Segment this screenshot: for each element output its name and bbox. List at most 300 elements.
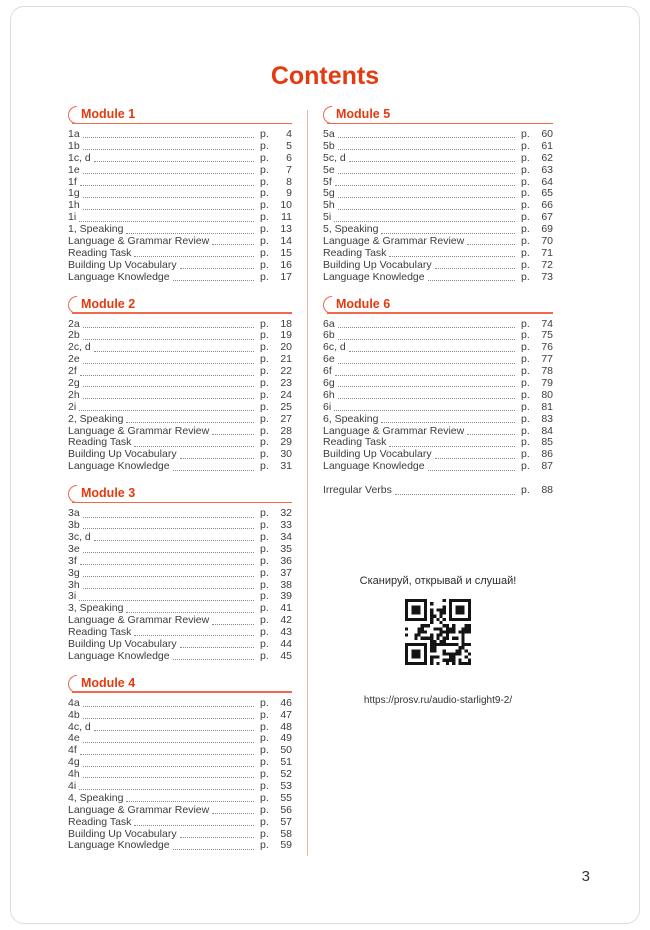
dot-leader xyxy=(435,458,515,459)
toc-entry-page: 58 xyxy=(280,827,292,840)
toc-entry-label: 4b xyxy=(68,708,80,721)
page-abbr: p. xyxy=(260,744,269,757)
toc-entry-label: 6g xyxy=(323,377,335,390)
toc-entry xyxy=(323,188,553,200)
module-header xyxy=(68,296,292,316)
scan-prompt: Сканируй, открывай и слушай! xyxy=(359,575,517,588)
page-abbr: p. xyxy=(260,554,269,567)
toc-entry-page: 22 xyxy=(280,365,292,378)
toc-entry-label: 6a xyxy=(323,317,335,330)
dot-leader xyxy=(338,149,515,150)
page-abbr: p. xyxy=(260,365,269,378)
dot-leader xyxy=(79,600,254,601)
entries-list xyxy=(323,129,553,284)
toc-entry-page: 23 xyxy=(280,377,292,390)
toc-entry-page: 56 xyxy=(280,803,292,816)
toc-entry-page: 70 xyxy=(541,235,553,248)
dot-leader xyxy=(389,256,515,257)
dot-leader xyxy=(173,659,254,660)
toc-entry-label: 6f xyxy=(323,365,332,378)
toc-entry-page: 8 xyxy=(286,175,292,188)
toc-entry xyxy=(68,840,292,852)
toc-entry xyxy=(68,757,292,769)
toc-entry-label: 2c, d xyxy=(68,341,91,354)
toc-entry-label: 4e xyxy=(68,732,80,745)
toc-entry-label: Building Up Vocabulary xyxy=(68,827,177,840)
toc-entry xyxy=(68,793,292,805)
page-abbr: p. xyxy=(260,128,269,140)
dot-leader xyxy=(180,647,254,648)
entries-list xyxy=(68,319,292,474)
toc-entry xyxy=(68,330,292,342)
toc-entry-label: Language Knowledge xyxy=(68,460,170,473)
toc-entry-label: Language Knowledge xyxy=(68,649,170,662)
entries-list xyxy=(68,698,292,853)
toc-entry xyxy=(68,414,292,426)
toc-entry-page: 43 xyxy=(280,626,292,639)
page-abbr: p. xyxy=(521,223,530,236)
toc-entry-page: 6 xyxy=(286,151,292,164)
toc-entry xyxy=(323,390,553,402)
toc-entry-page: 51 xyxy=(280,756,292,769)
module-header xyxy=(68,485,292,505)
dot-leader xyxy=(338,197,515,198)
toc-entry-label: 2i xyxy=(68,400,77,413)
dot-leader xyxy=(83,552,254,553)
toc-entry-page: 37 xyxy=(280,566,292,579)
dot-leader xyxy=(381,233,515,234)
dot-leader xyxy=(338,137,515,138)
toc-entry-page: 15 xyxy=(280,246,292,259)
toc-entry-page: 9 xyxy=(286,187,292,200)
page-abbr: p. xyxy=(260,211,269,224)
page-abbr: p. xyxy=(521,377,530,390)
left-column xyxy=(68,106,292,864)
toc-entry-page: 32 xyxy=(280,507,292,520)
toc-entry-page: 61 xyxy=(541,139,553,152)
toc-entry-page: 78 xyxy=(541,365,553,378)
toc-entry xyxy=(323,141,553,153)
toc-entry-label: 4h xyxy=(68,768,80,781)
toc-entry xyxy=(323,200,553,212)
toc-entry-label: 2g xyxy=(68,377,80,390)
page-abbr: p. xyxy=(260,720,269,733)
toc-entry-page: 39 xyxy=(280,590,292,603)
module-header xyxy=(323,296,553,316)
toc-entry-label: 4f xyxy=(68,744,77,757)
toc-entry-page: 41 xyxy=(280,602,292,615)
page-abbr: p. xyxy=(521,235,530,248)
module-section xyxy=(323,296,553,474)
module-section xyxy=(323,106,553,284)
page-abbr: p. xyxy=(260,626,269,639)
page-abbr: p. xyxy=(260,187,269,200)
page-abbr: p. xyxy=(521,460,530,473)
toc-entry xyxy=(68,698,292,710)
page-abbr: p. xyxy=(260,388,269,401)
toc-entry xyxy=(68,722,292,734)
toc-entry-page: 76 xyxy=(541,341,553,354)
dot-leader xyxy=(173,280,254,281)
toc-entry xyxy=(68,817,292,829)
dot-leader xyxy=(334,221,515,222)
page-abbr: p. xyxy=(521,436,530,449)
toc-entry-page: 85 xyxy=(541,436,553,449)
toc-entry-page: 52 xyxy=(280,768,292,781)
page-abbr: p. xyxy=(260,637,269,650)
module-underline xyxy=(327,123,553,125)
toc-entry xyxy=(68,141,292,153)
toc-entry-label: Building Up Vocabulary xyxy=(68,637,177,650)
page-abbr: p. xyxy=(260,768,269,781)
page-abbr: p. xyxy=(260,803,269,816)
toc-entry-label: Language & Grammar Review xyxy=(323,424,465,437)
toc-entry-page: 17 xyxy=(280,270,292,283)
toc-entry-label: 6c, d xyxy=(323,341,346,354)
toc-entry xyxy=(68,508,292,520)
toc-entry-label: 3e xyxy=(68,542,80,555)
module-header xyxy=(68,106,292,126)
toc-entry xyxy=(323,177,553,189)
toc-entry-label: 3a xyxy=(68,507,80,520)
dot-leader xyxy=(212,244,254,245)
toc-entry xyxy=(68,710,292,722)
module-underline xyxy=(72,312,292,314)
toc-entry-page: 59 xyxy=(280,839,292,852)
toc-entry-page: 45 xyxy=(280,649,292,662)
toc-entry-page: 27 xyxy=(280,412,292,425)
toc-entry xyxy=(68,153,292,165)
page-abbr: p. xyxy=(521,246,530,259)
dot-leader xyxy=(83,517,254,518)
page-abbr: p. xyxy=(260,708,269,721)
toc-entry xyxy=(68,188,292,200)
toc-entry-label: 5c, d xyxy=(323,151,346,164)
dot-leader xyxy=(94,161,254,162)
module-title: Module 4 xyxy=(81,675,136,690)
page-abbr: p. xyxy=(521,163,530,176)
toc-entry-label: 4a xyxy=(68,696,80,709)
toc-entry-page: 72 xyxy=(541,258,553,271)
dot-leader xyxy=(80,185,254,186)
dot-leader xyxy=(80,564,254,565)
toc-entry-page: 63 xyxy=(541,163,553,176)
toc-entry-page: 79 xyxy=(541,377,553,390)
dot-leader xyxy=(338,363,515,364)
entries-list xyxy=(68,129,292,284)
page-abbr: p. xyxy=(260,412,269,425)
toc-entry-page: 34 xyxy=(280,530,292,543)
module-section xyxy=(68,296,292,474)
dot-leader xyxy=(83,363,254,364)
page-abbr: p. xyxy=(260,696,269,709)
toc-entry-label: 6, Speaking xyxy=(323,412,379,425)
toc-entry xyxy=(323,129,553,141)
dot-leader xyxy=(349,161,515,162)
dot-leader xyxy=(126,422,254,423)
page-abbr: p. xyxy=(260,519,269,532)
toc-entry-page: 87 xyxy=(541,460,553,473)
dot-leader xyxy=(180,837,254,838)
toc-entry-page: 48 xyxy=(280,720,292,733)
toc-entry-label: 3h xyxy=(68,578,80,591)
dot-leader xyxy=(428,470,515,471)
toc-entry-page: 49 xyxy=(280,732,292,745)
page-abbr: p. xyxy=(521,353,530,366)
dot-leader xyxy=(126,612,254,613)
toc-entry-page: 86 xyxy=(541,448,553,461)
toc-entry xyxy=(68,580,292,592)
toc-entry-label: 5f xyxy=(323,175,332,188)
page-abbr: p. xyxy=(260,460,269,473)
toc-entry xyxy=(323,330,553,342)
toc-entry-page: 71 xyxy=(541,246,553,259)
toc-entry-label: Reading Task xyxy=(68,436,132,449)
toc-entry-page: 25 xyxy=(280,400,292,413)
toc-entry xyxy=(323,366,553,378)
toc-entry-page: 69 xyxy=(541,223,553,236)
toc-entry-label: 3f xyxy=(68,554,77,567)
column-divider xyxy=(307,110,308,856)
page-abbr: p. xyxy=(260,839,269,852)
toc-entry-label: Language & Grammar Review xyxy=(68,235,210,248)
page-abbr: p. xyxy=(260,590,269,603)
module-title: Module 2 xyxy=(81,296,136,311)
toc-entry xyxy=(68,177,292,189)
toc-entry-page: 64 xyxy=(541,175,553,188)
toc-entry-page: 50 xyxy=(280,744,292,757)
dot-leader xyxy=(180,268,254,269)
module-bracket-icon xyxy=(68,675,77,693)
toc-entry-page: 16 xyxy=(280,258,292,271)
dot-leader xyxy=(83,398,254,399)
toc-entry-label: 2b xyxy=(68,329,80,342)
module-title: Module 1 xyxy=(81,107,136,121)
page-abbr: p. xyxy=(260,199,269,212)
dot-leader xyxy=(83,327,254,328)
module-bracket-icon xyxy=(323,106,332,124)
dot-leader xyxy=(335,185,515,186)
toc-entry-page: 20 xyxy=(280,341,292,354)
page-abbr: p. xyxy=(521,341,530,354)
page-abbr: p. xyxy=(521,199,530,212)
module-title: Module 3 xyxy=(81,486,136,501)
dot-leader xyxy=(79,221,254,222)
dot-leader xyxy=(338,398,515,399)
toc-entry-label: 3b xyxy=(68,519,80,532)
dot-leader xyxy=(134,446,254,447)
toc-entry-label: Language Knowledge xyxy=(323,460,425,473)
dot-leader xyxy=(83,528,254,529)
page-abbr: p. xyxy=(260,163,269,176)
dot-leader xyxy=(126,233,254,234)
module-bracket-icon xyxy=(323,296,332,314)
dot-leader xyxy=(83,576,254,577)
module-underline xyxy=(72,502,292,504)
module-bracket-icon xyxy=(68,106,77,124)
page-abbr: p. xyxy=(521,329,530,342)
page-abbr: p. xyxy=(260,317,269,330)
dot-leader xyxy=(94,730,254,731)
toc-entry xyxy=(323,153,553,165)
toc-entry-label: 1, Speaking xyxy=(68,223,124,236)
toc-entry-page: 83 xyxy=(541,412,553,425)
dot-leader xyxy=(467,244,515,245)
toc-entry xyxy=(68,248,292,260)
module-section xyxy=(68,106,292,284)
dot-leader xyxy=(338,327,515,328)
page-abbr: p. xyxy=(260,602,269,615)
page-abbr: p. xyxy=(521,187,530,200)
toc-columns xyxy=(68,106,554,864)
toc-entry-label: Language & Grammar Review xyxy=(323,235,465,248)
toc-entry-label: Language & Grammar Review xyxy=(68,424,210,437)
page-abbr: p. xyxy=(260,223,269,236)
dot-leader xyxy=(80,375,254,376)
dot-leader xyxy=(83,173,254,174)
toc-entry xyxy=(323,378,553,390)
dot-leader xyxy=(83,742,254,743)
toc-entry-page: 67 xyxy=(541,211,553,224)
module-section xyxy=(68,485,292,663)
page-abbr: p. xyxy=(260,246,269,259)
page-abbr: p. xyxy=(521,448,530,461)
toc-entry-label: 4c, d xyxy=(68,720,91,733)
page-abbr: p. xyxy=(260,827,269,840)
toc-entry-label: 6b xyxy=(323,329,335,342)
dot-leader xyxy=(134,256,254,257)
toc-entry-label: 5, Speaking xyxy=(323,223,379,236)
page-abbr: p. xyxy=(260,542,269,555)
toc-entry xyxy=(68,568,292,580)
dot-leader xyxy=(83,777,254,778)
dot-leader xyxy=(94,540,254,541)
dot-leader xyxy=(83,718,254,719)
page-abbr: p. xyxy=(521,400,530,413)
toc-entry-label: 5e xyxy=(323,163,335,176)
dot-leader xyxy=(395,494,515,495)
dot-leader xyxy=(79,789,254,790)
toc-entry-page: 47 xyxy=(280,708,292,721)
page-abbr: p. xyxy=(260,732,269,745)
toc-entry xyxy=(323,165,553,177)
audio-url: https://prosv.ru/audio-starlight9-2/ xyxy=(363,695,513,707)
toc-entry-page: 80 xyxy=(541,388,553,401)
page-abbr: p. xyxy=(260,448,269,461)
dot-leader xyxy=(83,386,254,387)
toc-entry xyxy=(68,532,292,544)
page-abbr: p. xyxy=(260,175,269,188)
toc-entry-label: 3g xyxy=(68,566,80,579)
toc-entry xyxy=(68,319,292,331)
toc-entry xyxy=(68,745,292,757)
toc-entry-page: 75 xyxy=(541,329,553,342)
toc-entry xyxy=(323,414,553,426)
toc-entry-page: 42 xyxy=(280,614,292,627)
toc-entry-page: 29 xyxy=(280,436,292,449)
right-column xyxy=(323,106,553,864)
dot-leader xyxy=(94,351,254,352)
toc-entry xyxy=(323,342,553,354)
module-section xyxy=(68,675,292,853)
dot-leader xyxy=(212,813,254,814)
toc-entry-label: 1g xyxy=(68,187,80,200)
toc-entry-page: 38 xyxy=(280,578,292,591)
toc-entry-page: 81 xyxy=(541,400,553,413)
entries-list xyxy=(68,508,292,663)
dot-leader xyxy=(338,386,515,387)
toc-entry xyxy=(68,260,292,272)
page-abbr: p. xyxy=(521,175,530,188)
module-bracket-icon xyxy=(68,296,77,314)
toc-entry-page: 53 xyxy=(280,779,292,792)
toc-entry-page: 77 xyxy=(541,353,553,366)
dot-leader xyxy=(349,351,515,352)
toc-entry-label: 5i xyxy=(323,211,332,224)
toc-entry xyxy=(68,272,292,284)
toc-entry-label: 5b xyxy=(323,139,335,152)
toc-entry-label: Reading Task xyxy=(323,436,387,449)
toc-entry xyxy=(68,390,292,402)
page-abbr: p. xyxy=(521,388,530,401)
page-abbr: p. xyxy=(521,128,530,140)
toc-entry xyxy=(68,520,292,532)
module-header xyxy=(323,106,553,126)
dot-leader xyxy=(83,149,254,150)
toc-entry-label: 5h xyxy=(323,199,335,212)
toc-entry-page: 74 xyxy=(541,317,553,330)
dot-leader xyxy=(381,422,515,423)
page-abbr: p. xyxy=(260,566,269,579)
toc-entry-label: 3, Speaking xyxy=(68,602,124,615)
page-abbr: p. xyxy=(260,424,269,437)
page-abbr: p. xyxy=(260,235,269,248)
dot-leader xyxy=(83,339,254,340)
dot-leader xyxy=(212,434,254,435)
toc-entry-label: 1f xyxy=(68,175,77,188)
dot-leader xyxy=(467,434,515,435)
page-abbr: p. xyxy=(260,139,269,152)
toc-entry xyxy=(323,354,553,366)
toc-entry xyxy=(68,402,292,414)
toc-entry-label: 4g xyxy=(68,756,80,769)
page-abbr: p. xyxy=(260,507,269,520)
dot-leader xyxy=(212,624,254,625)
dot-leader xyxy=(83,766,254,767)
toc-entry xyxy=(68,129,292,141)
dot-leader xyxy=(389,446,515,447)
toc-entry-label: Building Up Vocabulary xyxy=(68,448,177,461)
toc-entry-label: 2h xyxy=(68,388,80,401)
toc-entry-label: 1i xyxy=(68,211,77,224)
module-title: Module 6 xyxy=(336,296,391,311)
dot-leader xyxy=(83,137,254,138)
left-modules xyxy=(68,106,292,852)
toc-entry-label: 3c, d xyxy=(68,530,91,543)
page-abbr: p. xyxy=(521,258,530,271)
toc-entry xyxy=(323,402,553,414)
toc-entry xyxy=(68,378,292,390)
toc-entry-label: Building Up Vocabulary xyxy=(323,448,432,461)
dot-leader xyxy=(335,375,515,376)
toc-entry-page: 36 xyxy=(280,554,292,567)
toc-entry-page: 10 xyxy=(280,199,292,212)
toc-entry-page: 7 xyxy=(286,163,292,176)
toc-entry xyxy=(68,769,292,781)
toc-entry-label: 3i xyxy=(68,590,77,603)
toc-entry-page: 4 xyxy=(286,128,292,140)
toc-entry-label: Building Up Vocabulary xyxy=(68,258,177,271)
